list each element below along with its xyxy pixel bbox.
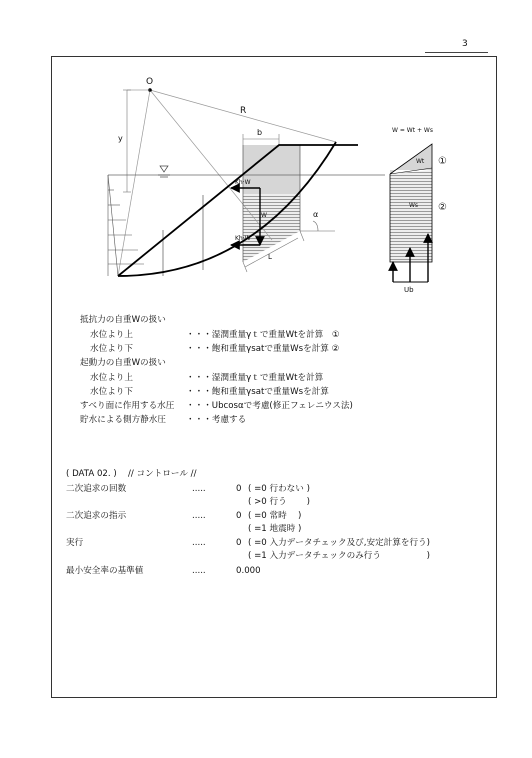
note-desc: ・・・湿潤重量γｔで重量Wtを計算 ① <box>186 330 340 340</box>
data-row-value: 0 <box>236 511 242 521</box>
note-item: 貯水による側方静水圧 <box>80 415 166 425</box>
data-row-dots: ..... <box>192 538 206 548</box>
kh-bottom-label: Kh·W <box>235 235 251 242</box>
data-row-option: ( =0 行わない ) <box>248 484 310 494</box>
ub-label: Ub <box>404 286 414 294</box>
mark-2: ② <box>438 202 447 213</box>
note-desc: ・・・湿潤重量γｔで重量Wtを計算 <box>186 373 324 383</box>
data-row-option: ( =0 常時 ) <box>248 511 302 521</box>
data-row-label: 二次追求の回数 <box>66 484 127 494</box>
data-row-label: 最小安全率の基準値 <box>66 566 144 576</box>
slip-circle <box>118 142 336 276</box>
data-row-value: 0 <box>236 538 242 548</box>
data-row-option: ( >0 行う ) <box>248 497 310 507</box>
height-label: y <box>118 134 123 143</box>
data-row-value: 0 <box>236 484 242 494</box>
note-item: 水位より上 <box>90 330 133 340</box>
weight-label: W <box>261 212 267 219</box>
width-label: b <box>257 128 263 137</box>
note-heading: 起動力の自重Wの扱い <box>80 358 166 368</box>
note-desc: ・・・飽和重量γsatで重量Wsを計算 ② <box>186 344 340 354</box>
note-item: 水位より下 <box>90 344 133 354</box>
note-desc: ・・・Ubcosαで考慮(修正フェレニウス法) <box>186 401 353 411</box>
note-desc: ・・・考慮する <box>186 415 247 425</box>
note-item: 水位より下 <box>90 387 133 397</box>
note-desc: ・・・飽和重量γsatで重量Wsを計算 <box>186 387 329 397</box>
slice-lower <box>243 194 300 262</box>
data-row-value: 0.000 <box>236 566 261 576</box>
height-dimension <box>123 90 150 192</box>
data-row-label: 実行 <box>66 538 84 548</box>
formula-label: W = Wt + Ws <box>392 127 433 134</box>
angle-marker <box>300 221 335 231</box>
ws-label: Ws <box>409 202 419 209</box>
page-number: 3 <box>462 39 468 49</box>
slice-upper <box>243 145 300 194</box>
data-row-option: ( =1 入力データチェックのみ行う ) <box>248 551 430 561</box>
angle-label: α <box>313 210 319 219</box>
note-heading: 抵抗力の自重Wの扱い <box>80 315 166 325</box>
data-row-dots: ..... <box>192 484 206 494</box>
data-row-dots: ..... <box>192 566 206 576</box>
data-row-option: ( =0 入力データチェック及び,安定計算を行う) <box>248 538 430 548</box>
data-row-label: 二次追求の指示 <box>66 511 127 521</box>
mark-1: ① <box>438 156 447 167</box>
wt-label: Wt <box>416 158 425 165</box>
radius-lines <box>118 90 336 276</box>
ws-block <box>390 170 432 262</box>
length-label: L <box>268 253 272 261</box>
kh-top-label: Kh·W <box>235 179 251 186</box>
data-section-header: ( DATA 02. ) // コントロール // <box>66 469 197 479</box>
radius-label: R <box>240 106 247 116</box>
note-item: すべり面に作用する水圧 <box>80 401 175 411</box>
water-level-icon <box>158 166 170 177</box>
hydrostatic-pressure <box>108 175 144 276</box>
origin-label: O <box>146 77 154 87</box>
data-row-dots: ..... <box>192 511 206 521</box>
data-row-option: ( =1 地震時 ) <box>248 524 302 534</box>
note-item: 水位より上 <box>90 373 133 383</box>
